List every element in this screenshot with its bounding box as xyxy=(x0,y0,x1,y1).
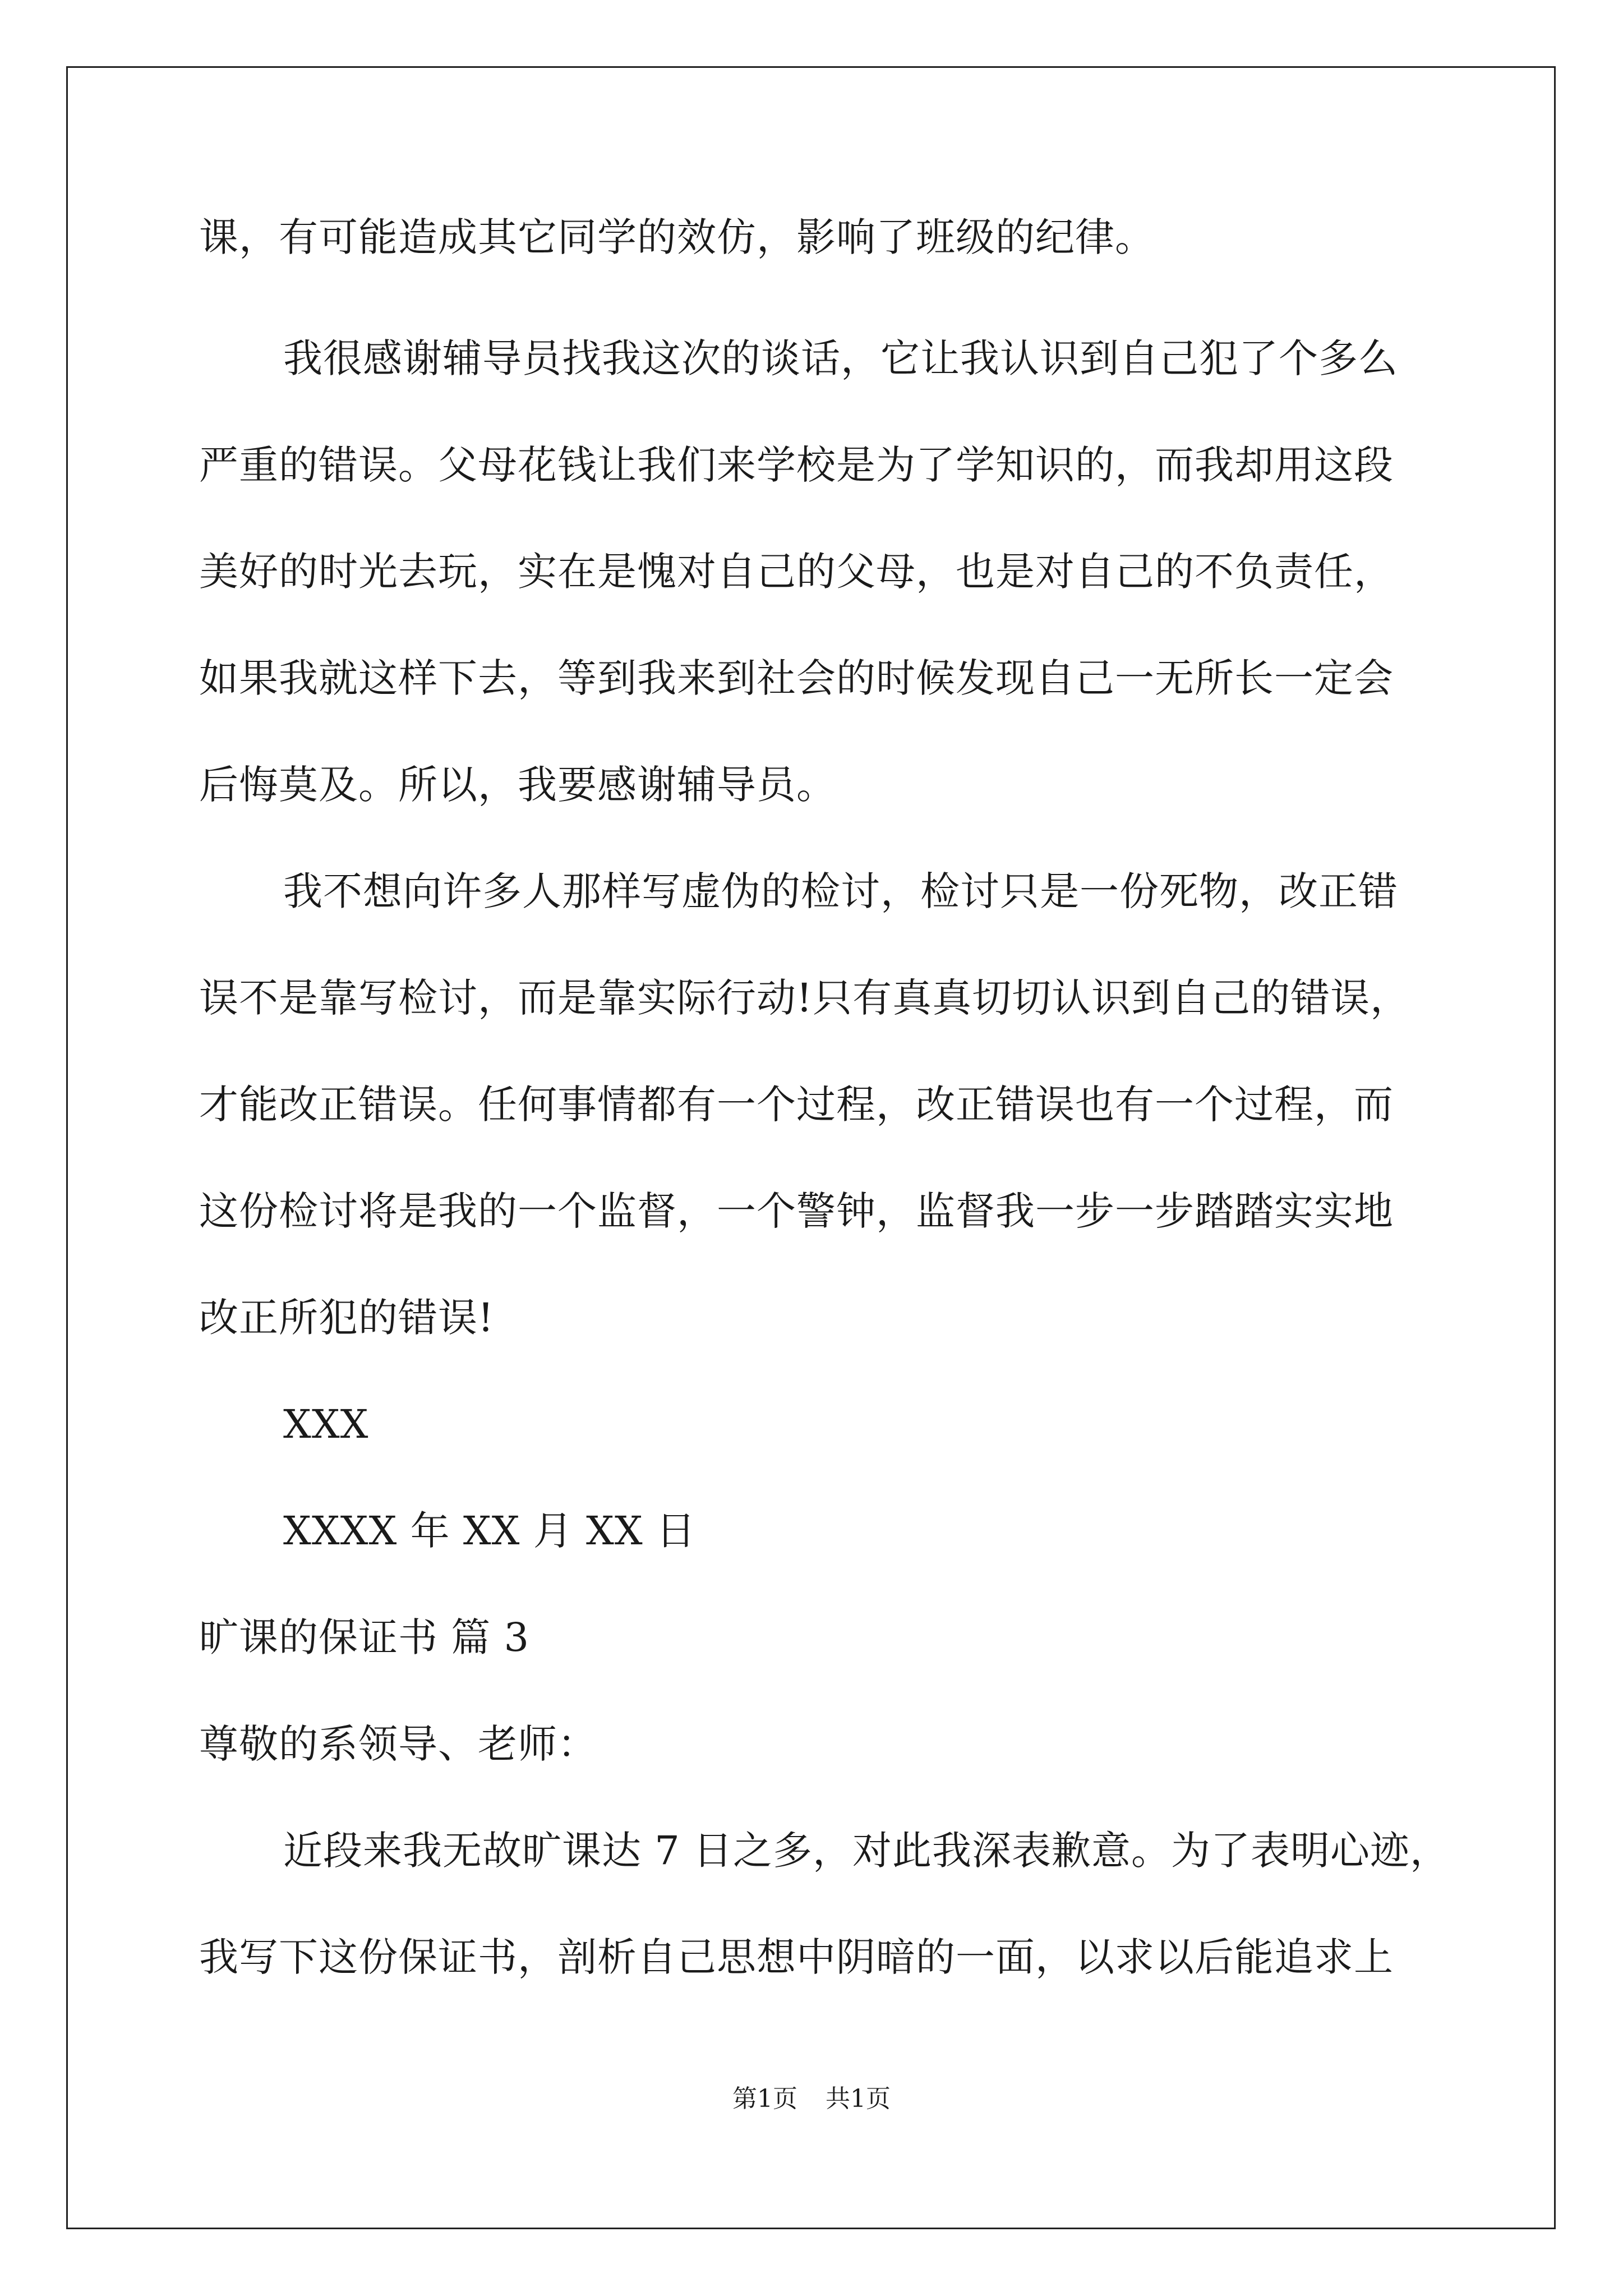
text-line: 改正所犯的错误! xyxy=(199,1295,495,1341)
page-border xyxy=(66,66,1556,2229)
signature: XXX xyxy=(283,1401,369,1447)
text-line: 近段来我无故旷课达 7 日之多，对此我深表歉意。为了表明心迹， xyxy=(283,1828,1450,1874)
text-line: 我很感谢辅导员找我这次的谈话，它让我认识到自己犯了个多么 xyxy=(283,335,1398,381)
salutation: 尊敬的系领导、老师： xyxy=(199,1721,597,1767)
text-line: 严重的错误。父母花钱让我们来学校是为了学知识的，而我却用这段 xyxy=(199,442,1394,488)
text-line: 课，有可能造成其它同学的效仿，影响了班级的纪律。 xyxy=(199,214,1155,260)
section-heading: 旷课的保证书 篇 3 xyxy=(199,1614,530,1660)
date-line: XXXX 年 XX 月 XX 日 xyxy=(283,1508,696,1554)
text-line: 误不是靠写检讨，而是靠实际行动!只有真真切切认识到自己的错误， xyxy=(199,975,1410,1021)
page-footer xyxy=(0,2082,1623,2116)
text-line: 美好的时光去玩，实在是愧对自己的父母，也是对自己的不负责任， xyxy=(199,549,1394,595)
text-line: 我写下这份保证书，剖析自己思想中阴暗的一面，以求以后能追求上 xyxy=(199,1934,1394,1980)
text-line: 才能改正错误。任何事情都有一个过程，改正错误也有一个过程，而 xyxy=(199,1082,1394,1128)
page-number: 第1页 xyxy=(732,2085,797,2113)
text-line: 后悔莫及。所以，我要感谢辅导员。 xyxy=(199,762,836,808)
text-line: 我不想向许多人那样写虚伪的检讨，检讨只是一份死物，改正错 xyxy=(283,868,1398,914)
page-total: 共1页 xyxy=(826,2085,891,2113)
text-line: 如果我就这样下去，等到我来到社会的时候发现自己一无所长一定会 xyxy=(199,655,1394,701)
text-line: 这份检讨将是我的一个监督，一个警钟，监督我一步一步踏踏实实地 xyxy=(199,1188,1394,1234)
